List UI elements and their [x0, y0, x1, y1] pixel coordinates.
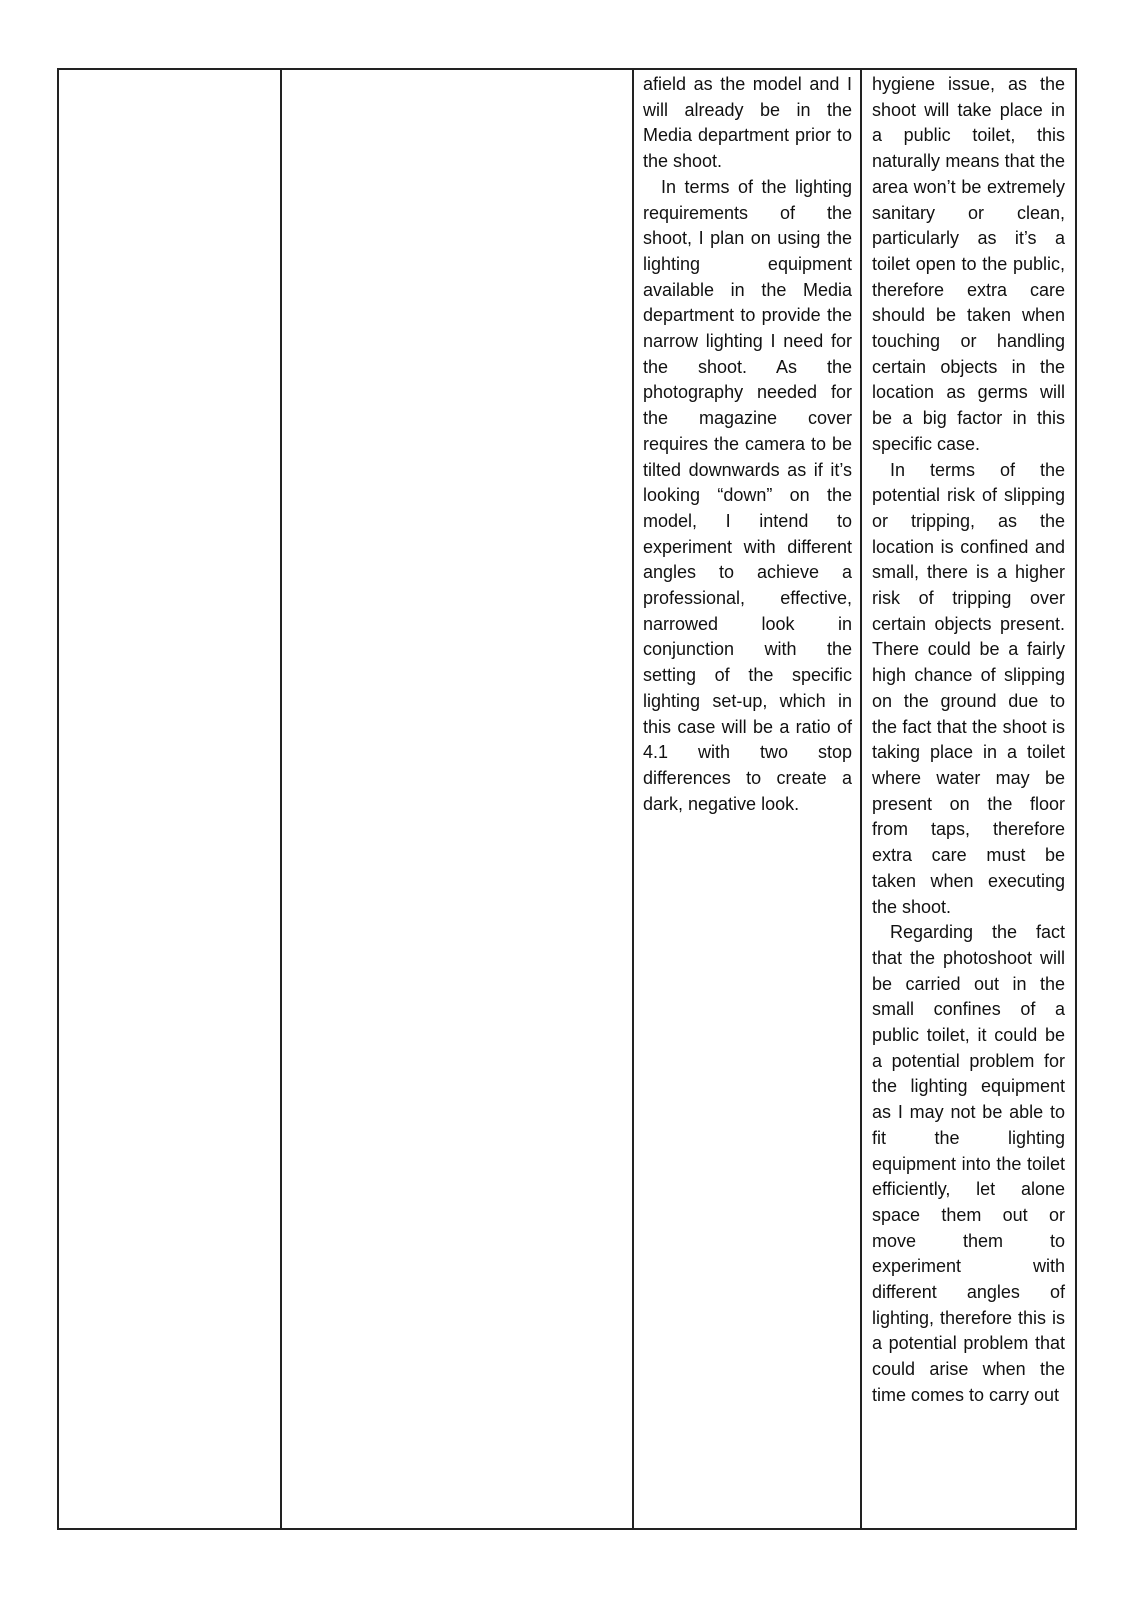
cell-text-column-3 — [634, 70, 860, 817]
paragraph: afield as the model and I will already be in the Media department prior to the shoot. — [643, 74, 852, 172]
table-cell-column-4 — [862, 70, 1075, 1528]
document-table — [57, 68, 1077, 1530]
paragraph: Regarding the fact that the photoshoot will be carried out in the small confines of a public toilet, it could be a potential problem for the lighting equipment as I may not be able to fit the lighting equipment into the toilet efficiently, let alone space them out or move them to experiment with different angles of lighting, therefore this is a potential problem that could arise when the time comes to carry out — [872, 922, 1065, 1405]
paragraph: In terms of the potential risk of slipping or tripping, as the location is confined and small, there is a higher risk of tripping over certain objects present. There could be a fairly high chance of slipping on the ground due to the fact that the shoot is taking place in a toilet where water may be present on the floor from taps, therefore extra care must be taken when executing the shoot. — [872, 459, 1065, 917]
table-cell-column-3 — [634, 70, 862, 1528]
paragraph: hygiene issue, as the shoot will take place in a public toilet, this naturally means that the area won’t be extremely sanitary or clean, particularly as it’s a toilet open to the public, therefore extra care should be taken when touching or handling certain objects in the location as germs will be a big factor in this specific case. — [872, 74, 1065, 454]
cell-text-column-4 — [862, 70, 1075, 1409]
paragraph: In terms of the lighting requirements of the shoot, I plan on using the lighting equipment available in the Media department to provide the narrow lighting I need for the shoot. As the photography needed for the magazine cover requires the camera to be tilted downwards as if it’s looking “down” on the model, I intend to experiment with different angles to achieve a professional, effective, narrowed look in conjunction with the setting of the specific lighting set-up, which in this case will be a ratio of 4.1 with two stop differences to create a dark, negative look. — [643, 176, 852, 814]
table-cell-column-1 — [59, 70, 282, 1528]
table-cell-column-2 — [282, 70, 634, 1528]
